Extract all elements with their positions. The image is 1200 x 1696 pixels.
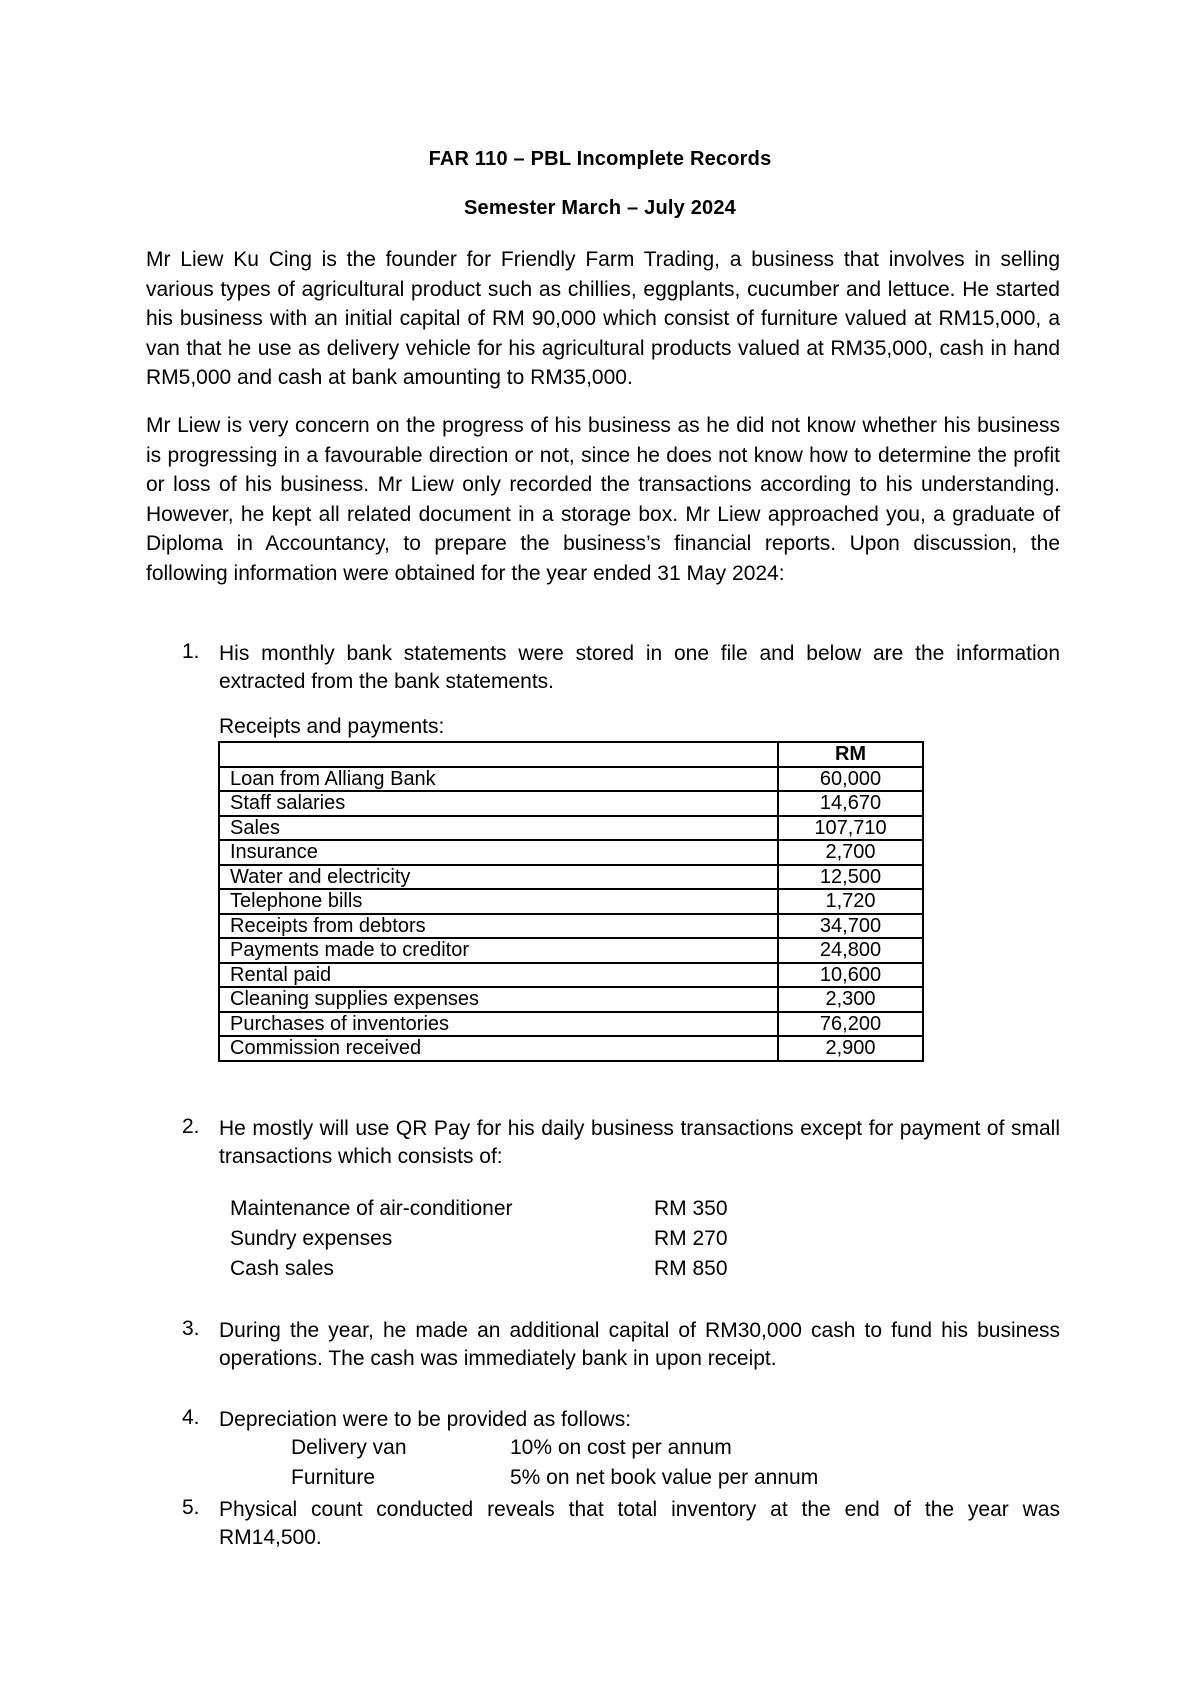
item-2-number: 2. [182,1115,200,1138]
table-row [219,840,923,865]
table-row [219,938,923,963]
item-1-number: 1. [182,640,200,663]
row-description: Commission received [219,1036,778,1061]
small-transaction-amount: RM 850 [654,1257,728,1280]
depreciation-asset: Furniture [291,1466,376,1489]
item-1-text: His monthly bank statements were stored in one file and below are the information extracted from the bank statements. [219,642,1060,693]
row-description: Water and electricity [219,865,778,890]
row-amount: 12,500 [778,865,923,890]
row-amount: 2,300 [778,987,923,1012]
intro-paragraph-2: Mr Liew is very concern on the progress of his business as he did not know whether his business is progressing in a favourable direction or not, since he does not know how to determine the profit or loss of his business. Mr Liew only recorded the transactions according to his understanding. However, he kept all related document in a storage box. Mr Liew approached you, a graduate of Diploma in Accountancy, to prepare the business’s financial reports. Upon discussion, the following information were obtained for the year ended 31 May 2024: [146,414,1060,585]
item-3-text: During the year, he made an additional capital of RM30,000 cash to fund his business operations. The cash was immediately bank in upon receipt. [219,1319,1060,1370]
table-header-blank [219,742,778,767]
row-description: Payments made to creditor [219,938,778,963]
table-row [219,816,923,841]
table-row [219,963,923,988]
row-description: Telephone bills [219,889,778,914]
depreciation-rate: 10% on cost per annum [510,1436,732,1459]
row-amount: 34,700 [778,914,923,939]
small-transaction-description: Cash sales [230,1257,334,1280]
table-header-row [219,742,923,767]
item-4-number: 4. [182,1406,200,1429]
row-description: Staff salaries [219,791,778,816]
row-description: Rental paid [219,963,778,988]
item-5-text: Physical count conducted reveals that total inventory at the end of the year was RM14,500. [219,1498,1060,1549]
row-amount: 14,670 [778,791,923,816]
row-description: Receipts from debtors [219,914,778,939]
table-row [219,1012,923,1037]
semester-heading: Semester March – July 2024 [463,197,737,219]
receipts-payments-table [218,741,924,1062]
row-amount: 107,710 [778,816,923,841]
item-3-number: 3. [182,1317,200,1340]
intro-paragraph-1: Mr Liew Ku Cing is the founder for Friendly Farm Trading, a business that involves in selling various types of agricultural product such as chillies, eggplants, cucumber and lettuce. He started his business with an initial capital of RM 90,000 which consist of furniture valued at RM15,000, a van that he use as delivery vehicle for his agricultural products valued at RM35,000, cash in hand RM5,000 and cash at bank amounting to RM35,000. [146,248,1060,389]
table-row [219,865,923,890]
row-amount: 1,720 [778,889,923,914]
table-row [219,1036,923,1061]
small-transaction-description: Sundry expenses [230,1227,393,1250]
row-description: Loan from Alliang Bank [219,767,778,792]
row-amount: 2,900 [778,1036,923,1061]
item-4-text: Depreciation were to be provided as follows: [219,1408,632,1431]
depreciation-rate: 5% on net book value per annum [510,1466,819,1489]
small-transaction-amount: RM 270 [654,1227,728,1250]
table-header-rm: RM [778,742,923,767]
row-description: Insurance [219,840,778,865]
row-amount: 60,000 [778,767,923,792]
row-amount: 24,800 [778,938,923,963]
small-transaction-amount: RM 350 [654,1197,728,1220]
document-title: FAR 110 – PBL Incomplete Records [428,148,772,170]
table-row [219,791,923,816]
row-amount: 2,700 [778,840,923,865]
row-description: Purchases of inventories [219,1012,778,1037]
row-description: Cleaning supplies expenses [219,987,778,1012]
small-transaction-description: Maintenance of air-conditioner [230,1197,513,1220]
table-caption: Receipts and payments: [219,715,445,738]
item-2-text: He mostly will use QR Pay for his daily business transactions except for payment of small transactions which consists of: [219,1117,1060,1168]
row-amount: 10,600 [778,963,923,988]
item-5-number: 5. [182,1496,200,1519]
depreciation-asset: Delivery van [291,1436,407,1459]
table-row [219,914,923,939]
table-row [219,889,923,914]
row-description: Sales [219,816,778,841]
table-row [219,767,923,792]
row-amount: 76,200 [778,1012,923,1037]
table-row [219,987,923,1012]
